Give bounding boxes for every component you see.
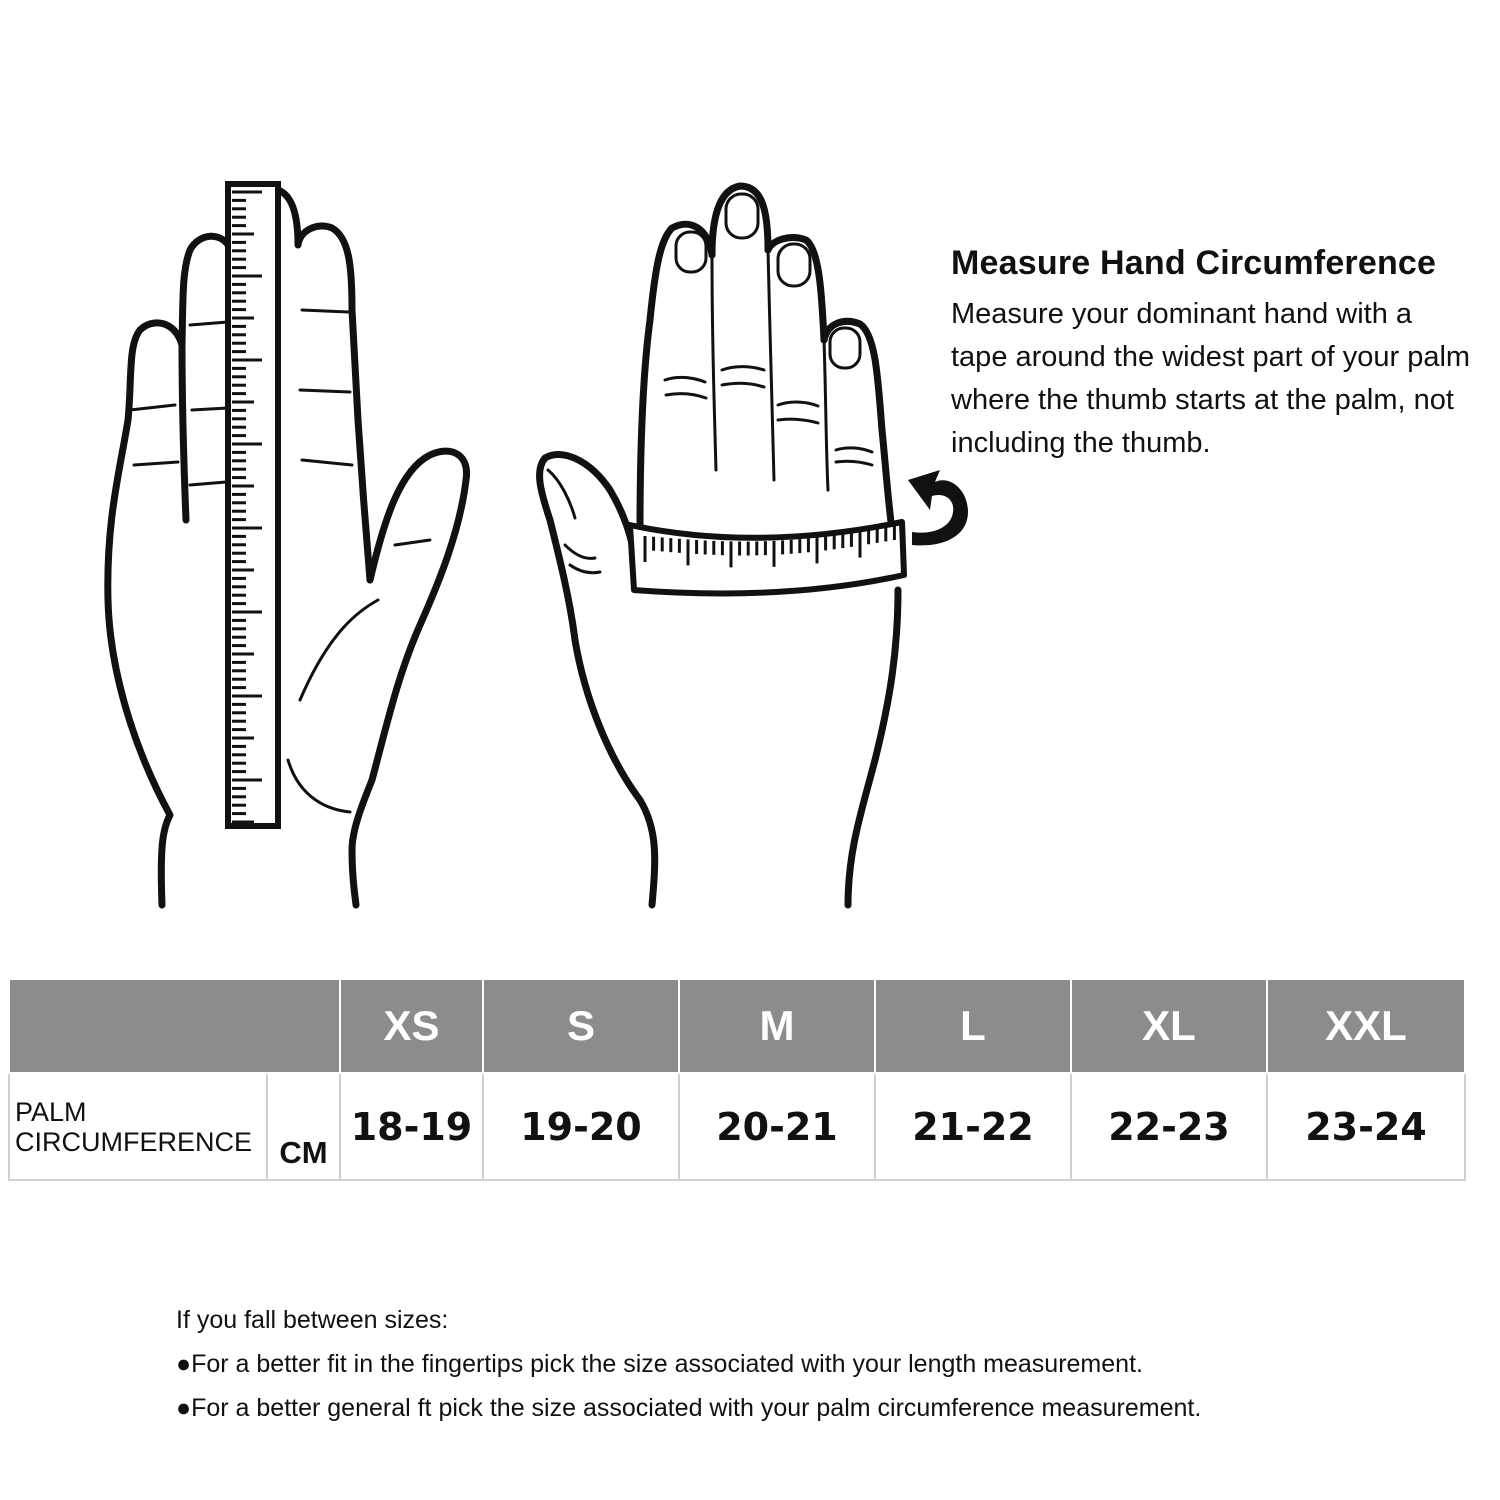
sizing-notes [176, 1298, 1376, 1430]
size-header-xs: XS [340, 979, 483, 1073]
row-label: PALM CIRCUMFERENCE [9, 1073, 267, 1180]
notes-heading: If you fall between sizes: [176, 1306, 449, 1334]
size-header-row [9, 979, 1465, 1073]
rotation-arrow-icon [908, 470, 968, 545]
value-m: 20-21 [679, 1073, 875, 1180]
value-l: 21-22 [875, 1073, 1071, 1180]
left-hand-drawing [108, 190, 467, 905]
ruler-icon [228, 184, 278, 826]
unit-label: CM [267, 1073, 340, 1180]
value-xl: 22-23 [1071, 1073, 1267, 1180]
palm-circumference-row [9, 1073, 1465, 1180]
value-xxl: 23-24 [1267, 1073, 1465, 1180]
instructions-body: Measure your dominant hand with a tape around the widest part of your palm where the thumb starts at the palm, not including the thumb. [951, 298, 1471, 459]
note-item: ●For a better general ft pick the size associated with your palm circumference measurement. [176, 1394, 1202, 1422]
instructions-panel [951, 244, 1471, 465]
measuring-tape-icon [630, 522, 904, 594]
size-header-l: L [875, 979, 1071, 1073]
size-header-xxl: XXL [1267, 979, 1465, 1073]
value-s: 19-20 [483, 1073, 679, 1180]
size-header-s: S [483, 979, 679, 1073]
size-header-xl: XL [1071, 979, 1267, 1073]
header-blank-cell [9, 979, 340, 1073]
instructions-title: Measure Hand Circumference [951, 244, 1437, 282]
value-xs: 18-19 [340, 1073, 483, 1180]
size-chart-table [8, 978, 1466, 1181]
size-header-m: M [679, 979, 875, 1073]
note-item: ●For a better fit in the fingertips pick the size associated with your length measurement. [176, 1350, 1143, 1378]
